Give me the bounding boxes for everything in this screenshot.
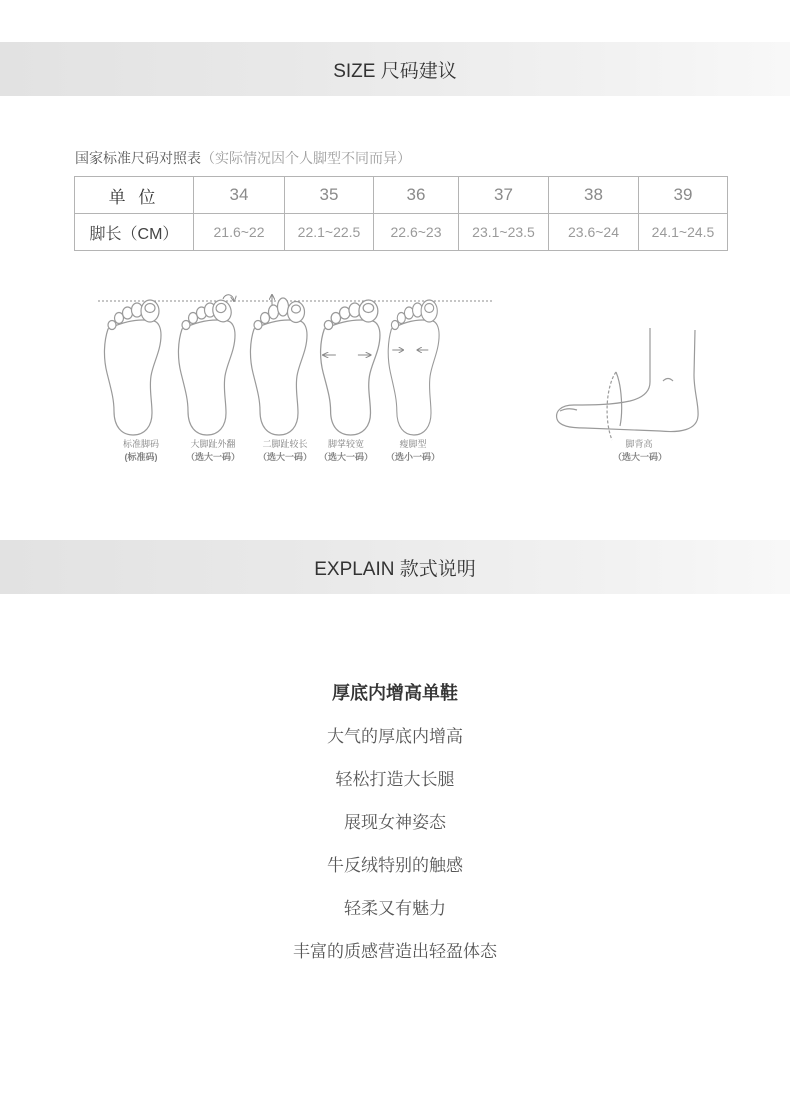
unit-header-cell: 单 位 — [75, 177, 194, 214]
foot-sole-outline — [321, 320, 380, 435]
toe — [324, 321, 332, 330]
foot-length-cell: 22.6~23 — [374, 214, 459, 251]
product-description-line: 轻柔又有魅力 — [344, 899, 446, 918]
explain-section-header — [0, 540, 790, 594]
bunion-foot-icon — [178, 295, 235, 435]
size-cell: 36 — [374, 177, 459, 214]
foot-length-cell: 23.1~23.5 — [459, 214, 549, 251]
foot-length-header-cell: 脚长（CM） — [75, 214, 194, 251]
explain-section-title: EXPLAIN 款式说明 — [314, 558, 476, 580]
instep-advice: （选大一码） — [612, 452, 668, 462]
foot-sole-outline — [178, 320, 235, 435]
product-description-heading: 厚底内增高单鞋 — [332, 683, 458, 703]
size-row — [75, 177, 728, 214]
foot-type-label: 二脚趾较长 — [262, 439, 308, 449]
foot-length-row — [75, 214, 728, 251]
foot-type-label: 脚掌较宽 — [327, 439, 365, 449]
toe — [254, 321, 262, 330]
wide-foot-icon — [321, 300, 380, 435]
foot-length-cell: 21.6~22 — [194, 214, 285, 251]
size-chart-body — [75, 177, 728, 251]
foot-type-advice: （选大一码） — [318, 452, 374, 462]
size-section-header — [0, 42, 790, 96]
high-instep-foot-icon — [557, 328, 699, 440]
product-description-line: 丰富的质感营造出轻盈体态 — [293, 942, 497, 961]
size-cell: 39 — [639, 177, 728, 214]
foot-type-advice: （选小一码） — [385, 452, 441, 462]
toe — [182, 321, 190, 330]
foot-type-advice: （选大一码） — [257, 452, 313, 462]
long-second-toe-foot-icon — [250, 295, 307, 435]
foot-sole-outline — [104, 320, 161, 435]
size-cell: 37 — [459, 177, 549, 214]
foot-sole-outline — [250, 320, 307, 435]
toe — [391, 321, 398, 330]
slim-foot-icon — [388, 300, 439, 435]
size-cell: 34 — [194, 177, 285, 214]
size-cell: 38 — [549, 177, 639, 214]
standard-foot-icon — [104, 300, 161, 435]
product-description-line: 大气的厚底内增高 — [327, 727, 463, 746]
size-chart-caption-main: 国家标准尺码对照表 — [75, 150, 201, 166]
foot-type-label: 瘦脚型 — [399, 439, 427, 449]
foot-type-guide — [0, 280, 790, 480]
side-foot-outline — [557, 328, 699, 432]
foot-length-cell: 23.6~24 — [549, 214, 639, 251]
size-section-title: SIZE 尺码建议 — [333, 60, 457, 82]
instep-label: 脚背高 — [625, 439, 653, 449]
foot-type-label: 大脚趾外翻 — [190, 439, 236, 449]
foot-type-label: 标准脚码 — [122, 439, 160, 449]
product-description-line: 展现女神姿态 — [344, 813, 446, 832]
toe — [108, 321, 116, 330]
size-chart-table — [74, 176, 728, 251]
size-chart-caption-note: （实际情况因个人脚型不同而异） — [201, 150, 411, 166]
foot-length-cell: 24.1~24.5 — [639, 214, 728, 251]
foot-type-advice: （选大一码） — [185, 452, 241, 462]
curved-arrow-icon — [223, 295, 234, 301]
product-description — [0, 672, 790, 973]
product-description-line: 轻松打造大长腿 — [335, 770, 455, 789]
size-chart-caption — [75, 149, 411, 167]
size-cell: 35 — [285, 177, 374, 214]
foot-type-advice: (标准码) — [124, 452, 158, 462]
product-description-line: 牛反绒特别的触感 — [327, 856, 463, 875]
foot-length-cell: 22.1~22.5 — [285, 214, 374, 251]
foot-sole-outline — [388, 320, 439, 435]
long-second-toe — [278, 298, 289, 316]
